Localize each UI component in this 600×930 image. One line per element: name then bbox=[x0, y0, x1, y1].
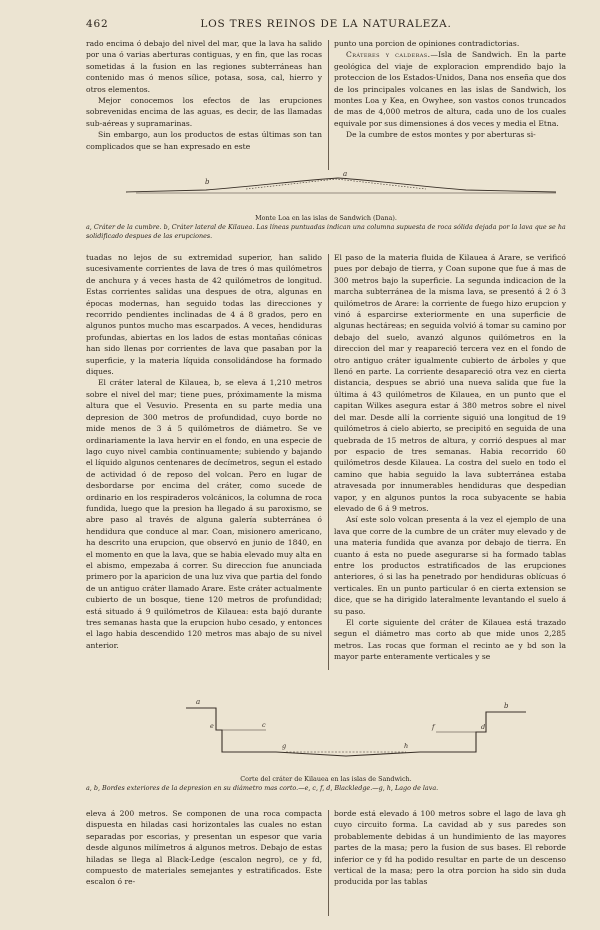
paragraph: El corte siguiente del cráter de Kilauea está trazado segun el diámetro mas corto ab que mide unos 2,285 metros. Las rocas que forman el recinto ae y bd son la mayor parte enteramente verticales y se bbox=[334, 618, 566, 662]
mount-loa-profile-figure bbox=[86, 170, 566, 212]
column-divider bbox=[328, 810, 329, 916]
figure-label-e: e bbox=[210, 722, 214, 730]
bottom-right-column bbox=[334, 808, 566, 918]
paragraph: El paso de la materia fluida de Kilauea á Arare, se verificó pues por debajo de tierra, y Coan supone que fue á mas de 300 metros bajo la superficie. La segunda indicacion de la marcha subterránea de la misma lava, se presentó á 2 ó 3 quilómetros de Arare: la corriente de fuego hizo erupcion y vinó á esparcirse exteriormente en una superficie de algunas hectáreas; en seguida volvió á tomar su camino por debajo del suelo, avanzó algunos quilómetros en la direccion del mar y reapareció tercera vez en el fondo de otro antiguo cráter igualmente cubierto de árboles y que llenó en parte. La corriente desapareció otra vez en cierta distancia, despues se abrió una nueva salida que fue la última á 43 quilómetros de Kilauea, en un punto que el capitan Wilkes asegura estar á 380 metros sobre el nivel del mar. Desde allí la corriente siguió una longitud de 19 quilómetros á cielo abierto, se precipitó en seguida de una quebrada de 15 metros de altura, y corrió despues al mar por espacio de tres semanas. Habia recorrido 60 quilómetros desde Kilauea. La costra del suelo en todo el camino que habia seguido la lava subterránea estaba atravesada por innumerables hendiduras que despedian vapor, y en algunos puntos la roca subyacente se habia elevado de 6 á 9 metros. bbox=[334, 253, 566, 513]
figure-label-b: b bbox=[504, 702, 509, 710]
middle-left-column bbox=[86, 252, 322, 670]
running-header bbox=[86, 18, 566, 32]
section-heading: Cráteres y calderas. bbox=[346, 50, 431, 60]
figure2-caption: Corte del cráter de Kilauea en las islas de Sandwich. bbox=[240, 775, 412, 783]
paragraph: borde está elevado á 100 metros sobre el lago de lava gh cuyo circuito forma. La cavidad ab y sus paredes son probablemente debidas á un hundimiento de las mayores partes de la masa; pero la fusion de sus bases. El reborde inferior ce y fd ha podido resultar en parte de un descenso vertical de la masa; pero la otra porcion ha sido sin duda producida por las tablas bbox=[334, 809, 566, 887]
column-divider bbox=[328, 40, 329, 170]
paragraph: El cráter lateral de Kilauea, b, se eleva á 1,210 metros sobre el nivel del mar; tiene pues, próximamente la misma altura que el Vesuvio. Presenta en su parte media una depresion de 300 metros de profundidad, cuyo borde no mide menos de 3 á 5 quilómetros de diámetro. Se ve ordinariamente la lava hervir en el fondo, en una especie de lago cuyo nivel cambia continuamente; subiendo y bajando el líquido algunos centenares de decímetros, segun el estado de actividad ó de reposo del volcan. Pero en lugar de desbordarse por encima del cráter, como sucede de ordinario en los respiraderos volcánicos, la columna de roca fundida, luego que la presion ha llegado á su paroxismo, se abre paso al través de alguna galería subterránea ó hendidura que conduce al mar. Coan, misionero americano, ha descrito una erupcion, que observó en junio de 1840, en el momento en que la lava, que se habia elevado muy alta en el abismo, empezaba á correr. Su direccion fue anunciada primero por la aparicion de una luz viva que partia del fondo de un antiguo cráter llamado Arare. Este cráter actualmente cubierto de un bosque, tiene 120 metros de profundidad; está situado á 9 quilómetros de Kilauea: esta bajó durante tres semanas hasta que la erupcion hubo cesado, y entonces el lago habia descendido 120 metros mas abajo de su nivel anterior. bbox=[86, 378, 322, 650]
paragraph: punto una porcion de opiniones contradictorias. bbox=[334, 39, 520, 48]
figure2-legend: a, b, Bordes exteriores de la depresion en su diámetro mas corto.—e, c, f, d, Blackledge.—g, h, Lago de lava. bbox=[86, 784, 439, 792]
paragraph: eleva á 200 metros. Se componen de una roca compacta dispuesta en hiladas casi horizontales las cuales no estan separadas por escorias, y presentan un espesor que varia desde algunos milímetros á algunos metros. Debajo de estas hiladas se llega al Black-Ledge (escalon negro), ce y fd, compuesto de materiales semejantes y estratificados. Este escalon ó re- bbox=[86, 809, 322, 887]
bottom-left-column bbox=[86, 808, 322, 918]
paragraph: rado encima ó debajo del nivel del mar, que la lava ha salido por una ó varias aberturas contiguas, y en fin, que las rocas sometidas á la fusion en las regiones subterráneas han contenido mas ó menos sílice, potasa, sosa, cal, hierro y otros elementos. bbox=[86, 39, 322, 94]
kilauea-section-figure bbox=[86, 690, 566, 772]
section-text: —Isla de Sandwich. En la parte geológica del viaje de exploracion emprendido bajo la proteccion de los Estados-Unidos, Dana nos enseña que dos de los principales volcanes en las islas de Sandwich, los montes Loa y Kea, en Owyhee, son vastos conos truncados de mas de 4,000 metros de altura, cada uno de los cuales equivale por sus dimensiones á dos veces y media el Etna. bbox=[334, 50, 566, 128]
figure-label-c: c bbox=[262, 721, 266, 729]
paragraph: Sin embargo, aun los productos de estas últimas son tan complicados que se han expresado en este bbox=[86, 130, 322, 151]
figure-label-g: g bbox=[282, 742, 287, 750]
top-right-column bbox=[334, 38, 566, 170]
column-divider bbox=[328, 254, 329, 670]
paragraph: Mejor conocemos los efectos de las erupciones sobrevenidas encima de las aguas, es decir, de las llamadas sub-aéreas y supramarinas. bbox=[86, 96, 322, 128]
paragraph: De la cumbre de estos montes y por aberturas si- bbox=[346, 130, 536, 140]
figure-label-f: f bbox=[432, 723, 435, 731]
figure-label-h: h bbox=[404, 742, 409, 750]
middle-right-column bbox=[334, 252, 566, 670]
figure1-caption: Monte Loa en las islas de Sandwich (Dana). bbox=[255, 214, 397, 222]
page-number: 462 bbox=[86, 18, 109, 30]
figure-label-a: a bbox=[196, 698, 201, 706]
figure-label-b: b bbox=[205, 178, 210, 186]
figure1-legend: a, Cráter de la cumbre. b, Cráter lateral de Kilauea. Las líneas puntuadas indican una columna supuesta de roca sólida dejada por la lava que se ha solidificado despues de las erupciones. bbox=[86, 223, 566, 240]
figure-label-d: d bbox=[481, 723, 486, 731]
running-title: LOS TRES REINOS DE LA NATURALEZA. bbox=[200, 18, 452, 30]
top-left-column bbox=[86, 38, 322, 170]
paragraph: Así este solo volcan presenta á la vez el ejemplo de una lava que corre de la cumbre de un cráter muy elevado y de una materia fundida que avanza por debajo de tierra. En cuanto á esta no puede asegurarse si ha formado tablas entre los productos estratificados de las erupciones anteriores, ó si las ha penetrado por hendiduras oblícuas ó verticales. En un punto particular ó en cierta extension se dice, que se ha dirigido lateralmente levantando el suelo á su paso. bbox=[334, 515, 566, 616]
figure2-caption-block bbox=[86, 775, 566, 793]
paragraph: tuadas no lejos de su extremidad superior, han salido sucesivamente corrientes de lava de tres ó mas quilómetros de anchura y á veces hasta de 42 quilómetros de longitud. Estas corrientes salidas una despues de otra, algunas en épocas modernas, han seguido todas las direcciones y recorrido pendientes inclinadas de 4 á 8 grados, pero en algunos puntos mucho mas escarpados. A veces, hendiduras profundas, abiertas en los lados de estas montañas cónicas han sido llenas por corrientes de lava que pasaban por la superficie, y la materia líquida consolidándose ha formado diques. bbox=[86, 253, 322, 377]
figure1-caption-block bbox=[86, 214, 566, 241]
figure-label-a: a bbox=[343, 170, 348, 178]
